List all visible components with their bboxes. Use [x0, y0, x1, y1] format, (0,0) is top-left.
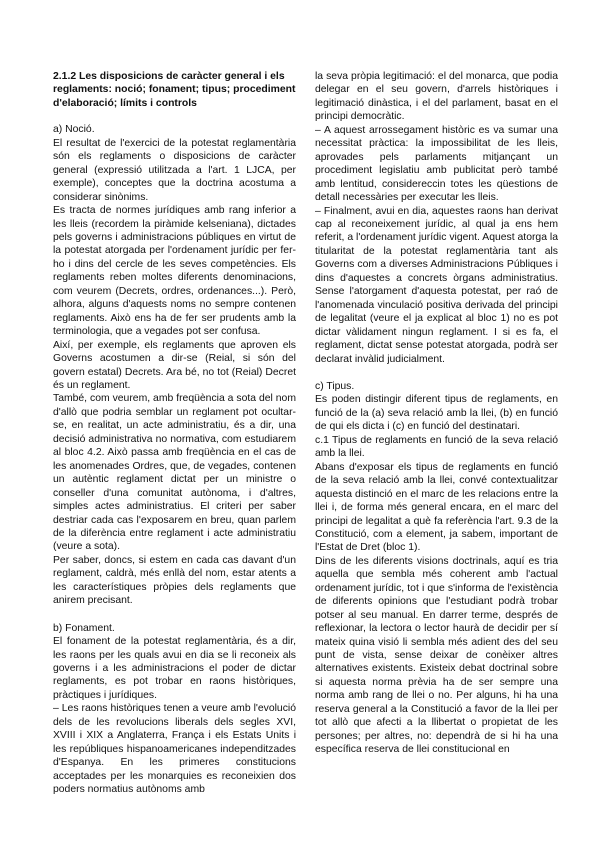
paragraph: – A aquest arrossegament històric es va sumar una necessitat pràctica: la impossibilitat de les lleis, aprovades pels parlaments mitjançant un procediment legislatiu amb publicitat però també amb lentitud, considerессin totes les qüestions de detall necessàries per executar les lleis. — [315, 124, 558, 204]
paragraph: Així, per exemple, els reglaments que aproven els Governs acostumen a dir-se (Reial, si són del govern estatal) Decrets. Ara bé, no tot (Reial) Decret és un reglament. — [53, 339, 296, 391]
section-c-title: c) Tipus. — [315, 380, 355, 392]
left-column — [53, 70, 296, 797]
paragraph: la seva pròpia legitimació: el del monarca, que podia delegar en el seu govern, d'arrels històriques i legitimació dinàstica, i el del parlament, basat en el principi democràtic. — [315, 71, 558, 123]
paragraph: El fonament de la potestat reglamentària, és a dir, les raons per les quals avui en dia se li reconeix als governs i a les administracions el poder de dictar reglaments, es pot trobar en raons històriques, pràctiques i jurídiques. — [53, 636, 296, 701]
section-a-title: a) Noció. — [53, 124, 95, 136]
paragraph: Es tracta de normes jurídiques amb rang inferior a les lleis (recordem la piràmide kelseniana), dictades pels governs i administracions públiques en virtut de la potestat atorgada per l'ordenament jurídic per fer-ho i dins del cercle de les seves competències. Els reglaments reben moltes diferents denominacions, com veurem (Decrets, ordres, ordenances...). Però, alhora, alguns d'aquests noms no sempre contenen reglaments. Això ens ha de fer ser prudents amb la terminologia, que a vegades pot ser confusa. — [53, 205, 296, 338]
right-column — [315, 70, 558, 757]
paragraph: També, com veurem, amb freqüència a sota del nom d'allò que podria semblar un reglament pot ocultar-se, en realitat, un acte administratiu, és a dir, una decisió administrativa no normativa, com estudiarem al bloc 4.2. Això passa amb freqüència en el cas de les anomenades Ordres, que, de vegades, contenen un autèntic reglament dictat per un ministre o conseller d'una comunitat autònoma, i d'altres, simples actes administratius. El criteri per saber destriar cada cas l'exposarem en breu, quan parlem de la diferència entre reglament i acte administratiu (veure a sota). — [53, 393, 296, 553]
paragraph: – Finalment, avui en dia, aquestes raons han derivat cap al reconeixement jurídic, al qual ja ens hem referit, a l'ordenament jurídic vigent. Aquest atorga la titularitat de la potestat reglamentària tant als Governs com a diverses Administracions Públiques i dins d'aquestes a concrets òrgans administratius. Sense l'atorgament d'aquesta potestat, per raó de l'anomenada vinculació positiva derivada del principi de legalitat (veure el ja explicat al bloc 1) no es pot dictar vàlidament ningun reglament. I si es fa, el reglament, dictat sense potestat atorgada, podrà ser declarat invàlid judicialment. — [315, 205, 558, 365]
section-heading: 2.1.2 Les disposicions de caràcter general i els reglaments: noció; fonament; tipus; procediment d'elaboració; límits i controls — [53, 71, 296, 109]
paragraph: Per saber, doncs, si estem en cada cas davant d'un reglament, caldrà, més enllà del nom, estar atents a les característiques pròpies dels reglaments que anirem precisant. — [53, 554, 296, 607]
paragraph: – Les raons històriques tenen a veure amb l'evolució dels de les revolucions liberals dels segles XVI, XVIII i XIX a Anglaterra, França i els Estats Units i les repúbliques hispanoamericanes independitzades d'Espanya. En les primeres constitucions acceptades per les monarquies es reconeixien dos poders normatius autònoms amb — [53, 703, 296, 796]
paragraph: c.1 Tipus de reglaments en funció de la seva relació amb la llei. — [315, 434, 558, 460]
section-b-title: b) Fonament. — [53, 622, 115, 634]
paragraph: Abans d'exposar els tipus de reglaments en funció de la seva relació amb la llei, convé contextualitzar aquesta distinció en el marc de les relacions entre la llei i, de forma més general encara, en el marc del principi de legalitat a què fa referència l'art. 9.3 de la Constitució, com a element, ja sabem, important de l'Estat de Dret (bloc 1). — [315, 461, 558, 554]
paragraph: Es poden distingir diferent tipus de reglaments, en funció de la (a) seva relació amb la llei, (b) en funció de qui els dicta i (c) en funció del destinatari. — [315, 394, 558, 433]
paragraph: Dins de les diferents visions doctrinals, aquí es tria aquella que sembla més coherent amb l'actual ordenament jurídic, tot i que s'informa de l'existència de diferents opinions que l'estudiant podrà trobar potser al seu manual. En darrer terme, després de reflexionar, la lectora o lector haurà de decidir per sí mateix quina visió li sembla més adient des del seu punt de vista, sense deixar de conèixer altres alternatives existents. Existeix debat doctrinal sobre si aquesta norma prèvia ha de ser sempre una norma amb rang de llei o no. Per alguns, hi ha una reserva general a la Constitució a favor de la llei per tot allò que afecti a la llibertat o propietat de les persones; per altres, no: dependrà de si hi ha una específica reserva de llei constitucional en — [315, 555, 558, 756]
paragraph: El resultat de l'exercici de la potestat reglamentària són els reglaments o disposicions de caràcter general (expressió utilitzada a l'art. 1 LJCA, per exemple), conceptes que la doctrina acostuma a considerar sinònims. — [53, 137, 296, 203]
